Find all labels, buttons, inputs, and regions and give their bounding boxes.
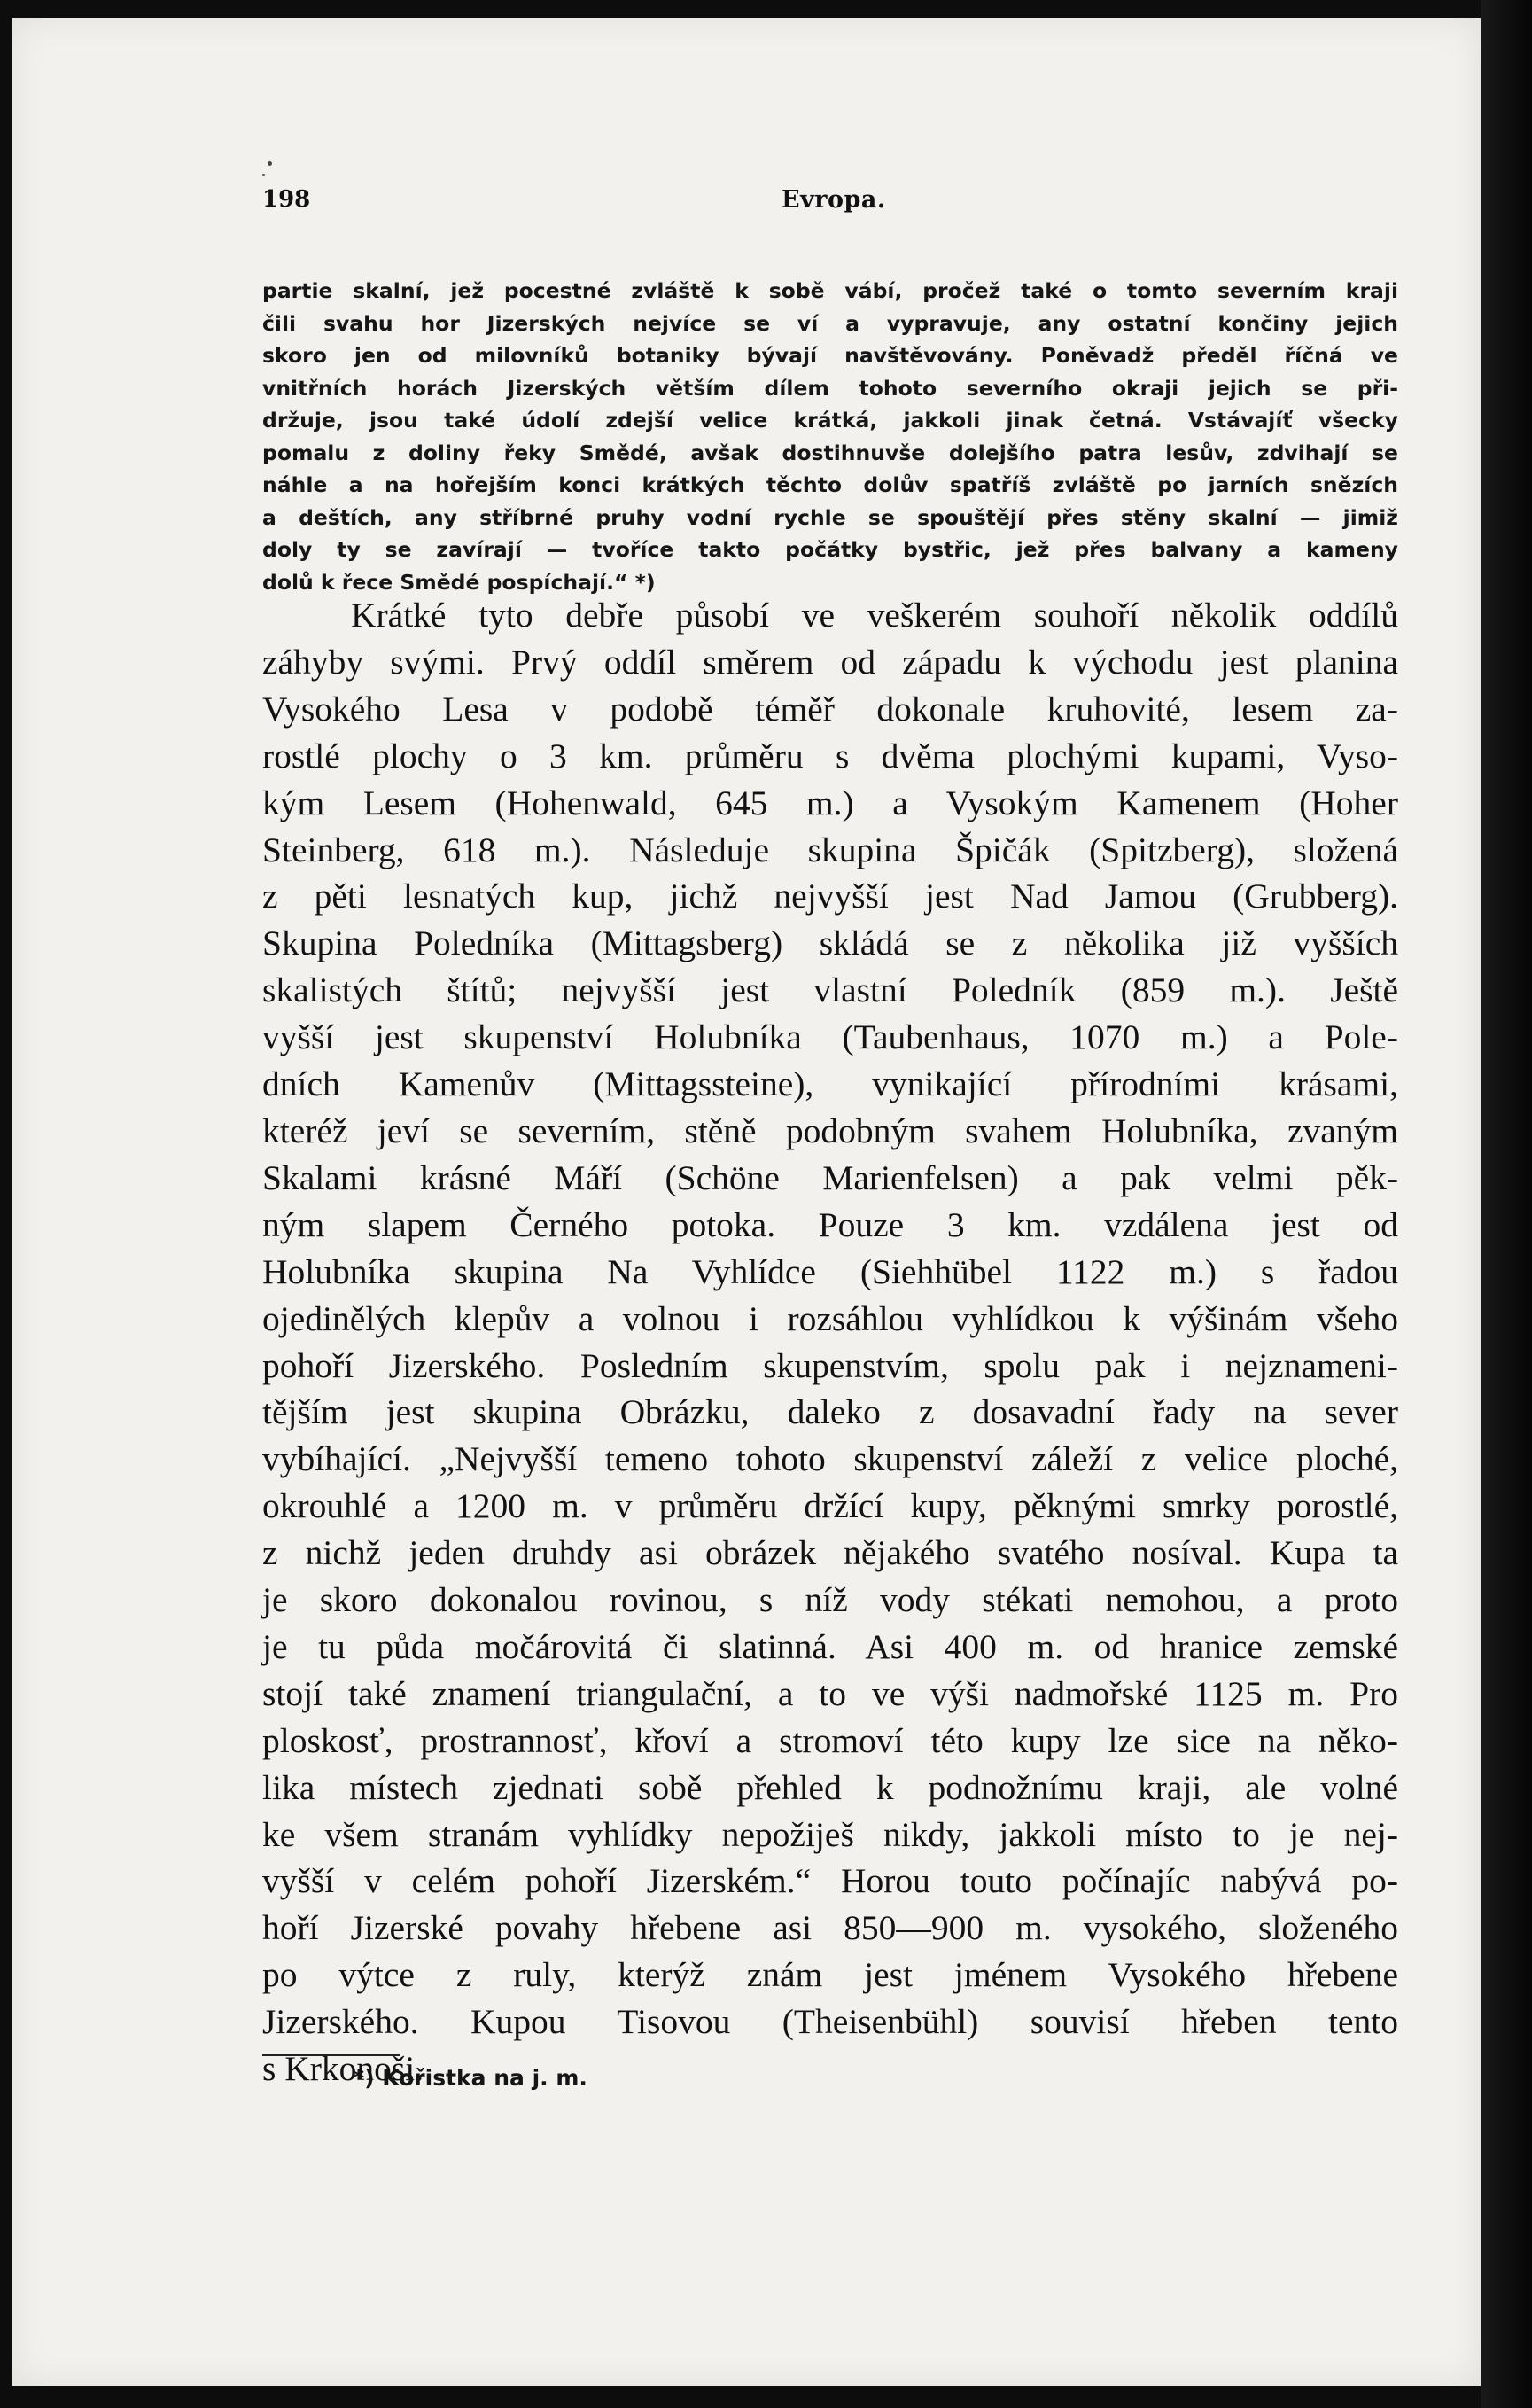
page-number: 198: [262, 186, 311, 213]
quote-line: dolů k řece Smědé pospíchají.“ *): [262, 569, 656, 595]
text-line: vybíhající. „Nejvyšší temeno tohoto skupenství záleží z velice ploché,: [262, 1439, 1398, 1479]
text-line: Krátké tyto debře působí ve veškerém souhoří několik oddílů: [351, 596, 1398, 635]
text-line: vyšší jest skupenství Holubníka (Taubenhaus, 1070 m.) a Pole-: [262, 1017, 1398, 1057]
quote-line: držuje, jsou také údolí zdejší velice krátká, jakkoli jinak četná. Vstávajíť všecky: [262, 408, 1398, 433]
body-paragraph: [262, 592, 1398, 2092]
text-line: ojedinělých klepův a volnou i rozsáhlou vyhlídkou k výšinám všeho: [262, 1298, 1398, 1338]
quoted-passage: [262, 275, 1398, 598]
text-line: Steinberg, 618 m.). Následuje skupina Špičák (Spitzberg), složená: [262, 830, 1398, 869]
quote-line: a deštích, any stříbrné pruhy vodní rychle se spouštějí přes stěny skalní — jimiž: [262, 504, 1398, 530]
ink-speck: [268, 161, 272, 166]
text-line: kteréž jeví se severním, stěně podobným svahem Holubníka, zvaným: [262, 1110, 1398, 1150]
quote-line: partie skalní, jež pocestné zvláště k sobě vábí, pročež také o tomto severním kraji: [262, 278, 1398, 303]
quote-line: skoro jen od milovníků botaniky bývají navštěvovány. Poněvadž předěl říčná ve: [262, 343, 1398, 368]
quote-line: pomalu z doliny řeky Smědé, avšak dostihnuvše dolejšího patra lesův, zdvihají se: [262, 440, 1398, 465]
text-line: Jizerského. Kupou Tisovou (Theisenbühl) souvisí hřeben tento: [262, 2002, 1398, 2042]
text-line: je skoro dokonalou rovinou, s níž vody stékati nemohou, a proto: [262, 1580, 1398, 1620]
text-line: vyšší v celém pohoří Jizerském.“ Horou touto počínajíc nabývá po-: [262, 1861, 1398, 1901]
quote-line: čili svahu hor Jizerských nejvíce se ví a vypravuje, any ostatní končiny jejich: [262, 310, 1398, 336]
text-line: z pěti lesnatých kup, jichž nejvyšší jest Nad Jamou (Grubberg).: [262, 877, 1398, 916]
text-line: záhyby svými. Prvý oddíl směrem od západu k východu jest planina: [262, 642, 1398, 682]
text-line: kým Lesem (Hohenwald, 645 m.) a Vysokým Kamenem (Hoher: [262, 783, 1398, 822]
text-line: ploskosť, prostrannosť, křoví a stromoví této kupy lze sice na něko-: [262, 1720, 1398, 1760]
page-header: [262, 186, 1354, 222]
text-line: Skalami krásné Máří (Schöne Marienfelsen) a pak velmi pěk-: [262, 1157, 1398, 1197]
text-line: tějším jest skupina Obrázku, daleko z dosavadní řady na sever: [262, 1392, 1398, 1432]
text-line: okrouhlé a 1200 m. v průměru držící kupy, pěknými smrky porostlé,: [262, 1486, 1398, 1526]
quote-line: doly ty se zavírají — tvoříce takto počátky bystřic, jež přes balvany a kameny: [262, 537, 1398, 562]
text-line: stojí také znamení triangulační, a to ve výši nadmořské 1125 m. Pro: [262, 1673, 1398, 1713]
text-line: s Krkonoši.: [262, 2049, 424, 2089]
text-line: Skupina Poledníka (Mittagsberg) skládá se z několika již vyšších: [262, 923, 1398, 963]
text-line: lika místech zjednati sobě přehled k podnožnímu kraji, ale volné: [262, 1767, 1398, 1807]
text-line: ným slapem Černého potoka. Pouze 3 km. vzdálena jest od: [262, 1204, 1398, 1244]
text-line: skalistých štítů; nejvyšší jest vlastní Poledník (859 m.). Ještě: [262, 970, 1398, 1010]
text-line: dních Kamenův (Mittagssteine), vynikající přírodními krásami,: [262, 1064, 1398, 1104]
footnote: *) Kořistka na j. m.: [353, 2065, 587, 2091]
text-line: je tu půda močárovitá či slatinná. Asi 400 m. od hranice zemské: [262, 1626, 1398, 1666]
quote-line: vnitřních horách Jizerských větším dílem tohoto severního okraji jejich se při-: [262, 375, 1398, 401]
text-line: po výtce z ruly, kterýž znám jest jménem Vysokého hřebene: [262, 1955, 1398, 1995]
footnote-divider: [262, 2054, 400, 2056]
text-line: pohoří Jizerského. Posledním skupenstvím, spolu pak i nejznameni-: [262, 1345, 1398, 1385]
text-line: ke všem stranám vyhlídky nepožiješ nikdy, jakkoli místo to je nej-: [262, 1814, 1398, 1854]
text-line: Vysokého Lesa v podobě téměř dokonale kruhovité, lesem za-: [262, 689, 1398, 729]
text-line: rostlé plochy o 3 km. průměru s dvěma plochými kupami, Vyso-: [262, 736, 1398, 775]
text-line: hoří Jizerské povahy hřebene asi 850—900 m. vysokého, složeného: [262, 1908, 1398, 1948]
ink-speck: [262, 174, 265, 176]
text-line: Holubníka skupina Na Vyhlídce (Siehhübel 1122 m.) s řadou: [262, 1251, 1398, 1291]
text-line: z nichž jeden druhdy asi obrázek nějakého svatého nosíval. Kupa ta: [262, 1533, 1398, 1573]
running-title: Evropa.: [782, 186, 886, 214]
scan-edge: [1481, 0, 1532, 2408]
quote-line: náhle a na hořejším konci krátkých těchto dolův spatříš zvláště po jarních snězích: [262, 472, 1398, 497]
